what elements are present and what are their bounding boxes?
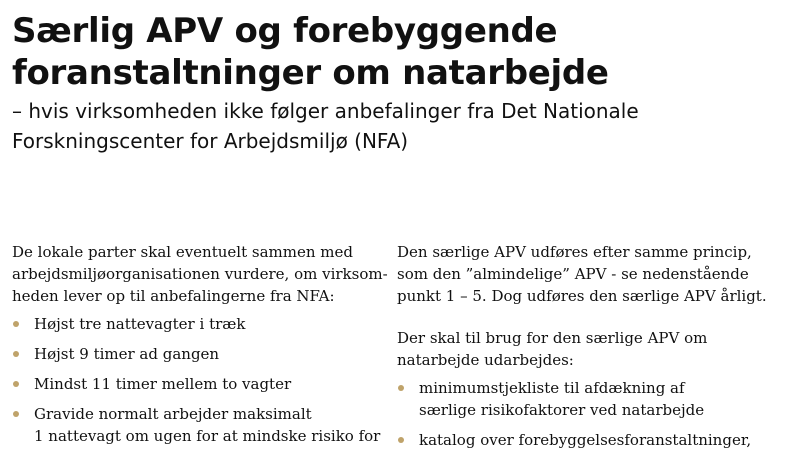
list-item-text: Mindst 11 timer mellem to vagter — [34, 375, 292, 393]
bullet-icon — [398, 385, 404, 391]
requirements-list — [397, 377, 792, 451]
requirements-line-2: natarbejde udarbejdes: — [397, 351, 574, 369]
subtitle-line-1: – hvis virksomheden ikke følger anbefalinger fra Det Nationale — [12, 99, 639, 123]
requirements-paragraph — [397, 327, 792, 371]
page-subtitle — [12, 96, 732, 156]
intro-line-2: arbejdsmiljøorganisationen vurdere, om virksom- — [12, 265, 388, 283]
page-title — [12, 10, 609, 94]
list-item-text-continued: 1 nattevagt om ugen for at mindske risiko for — [34, 427, 381, 445]
principle-line-2: som den ”almindelige” APV - se nedenstående — [397, 265, 749, 283]
list-item — [397, 377, 792, 421]
left-column — [12, 241, 388, 447]
recommendation-list — [12, 313, 384, 447]
list-item-text: Højst tre nattevagter i træk — [34, 315, 246, 333]
principle-line-1: Den særlige APV udføres efter samme princip, — [397, 243, 752, 261]
bullet-icon — [13, 381, 19, 387]
requirements-line-1: Der skal til brug for den særlige APV om — [397, 329, 708, 347]
list-item — [12, 343, 384, 365]
subtitle-line-2: Forskningscenter for Arbejdsmiljø (NFA) — [12, 129, 409, 153]
list-item — [12, 403, 384, 447]
list-item-text-continued: særlige risikofaktorer ved natarbejde — [419, 401, 705, 419]
list-item-text: katalog over forebyggelsesforanstaltninger, — [419, 431, 752, 449]
intro-line-3: heden lever op til anbefalingerne fra NFA: — [12, 287, 335, 305]
title-line-2: foranstaltninger om natarbejde — [12, 53, 609, 93]
bullet-icon — [398, 437, 404, 443]
list-item-text: Gravide normalt arbejder maksimalt — [34, 405, 312, 423]
intro-paragraph — [12, 241, 388, 307]
list-item — [397, 429, 792, 451]
intro-line-1: De lokale parter skal eventuelt sammen med — [12, 243, 353, 261]
title-line-1: Særlig APV og forebyggende — [12, 11, 558, 51]
principle-line-3: punkt 1 – 5. Dog udføres den særlige APV årligt. — [397, 287, 767, 305]
list-item-text: Højst 9 timer ad gangen — [34, 345, 220, 363]
bullet-icon — [13, 351, 19, 357]
list-item-text: minimumstjekliste til afdækning af — [419, 379, 685, 397]
list-item — [12, 373, 384, 395]
principle-paragraph — [397, 241, 792, 307]
bullet-icon — [13, 321, 19, 327]
list-item — [12, 313, 384, 335]
bullet-icon — [13, 411, 19, 417]
right-column — [397, 241, 792, 451]
